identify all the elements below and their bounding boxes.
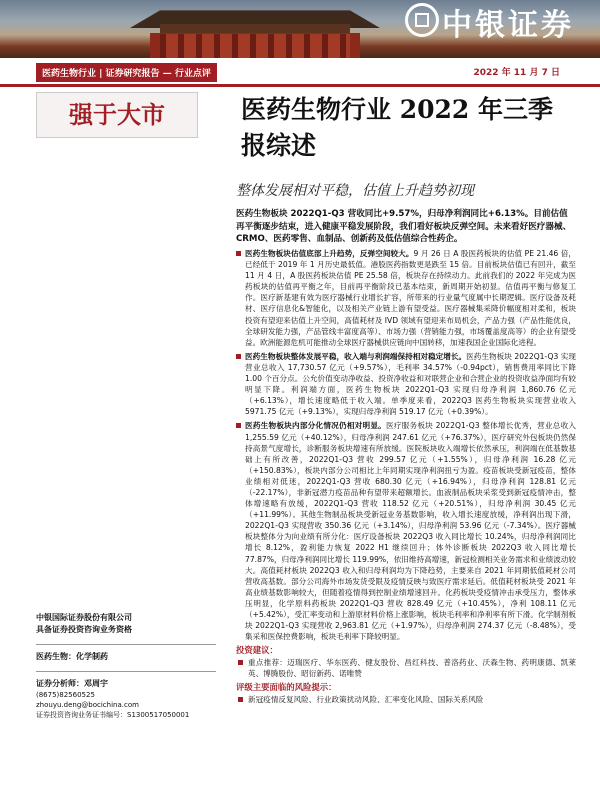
org-name: 中银国际证券股份有限公司 [36,613,132,622]
analyst-cert: 证券投资咨询业务证书编号：S1300517050001 [36,711,190,719]
analyst-phone: (8675)82560525 [36,691,95,699]
header-banner [0,0,600,58]
bullet-overall [236,351,576,418]
bullet-square-icon [236,251,241,256]
risk-line [236,694,576,705]
bullet-square-icon [238,660,243,665]
investment-advice [236,645,576,704]
risk-heading: 评级主要面临的风险提示： [236,681,337,692]
rating-box: 强于大市 [36,92,198,138]
report-title: 医药生物行业 2022 年三季报综述 [241,95,553,160]
risk-text: 新冠疫情反复风险、行业政策扰动风险、汇率变化风险、国际关系风险 [248,694,484,704]
report-topbar [0,58,600,87]
sidebar-info [36,612,216,720]
report-subtitle: 整体发展相对平稳，估值上升趋势初现 [236,183,474,199]
analyst-email[interactable]: zhouyu.deng@bocichina.com [36,701,139,709]
invest-line [236,657,576,679]
bullet-heading: 医药生物板块内部分化情况仍相对明显。 [245,421,386,431]
bullet-divergence [236,420,576,642]
report-date: 2022 年 11 月 7 日 [473,68,560,78]
invest-heading: 投资建议： [236,645,278,656]
sidebar-divider [36,644,216,645]
bullet-text: 医疗服务板块 2022Q1-Q3 整体增长优秀，营业总收入 1,255.59 亿元（+40.12%），归母净利润 247.61 亿元（+76.37%），医疗研究外包板块仍然保持高景气度增长，诊断服务板块增速有所放缓。医院板块收入端增长依然承压，利润端在低基数基础上有所改善，2022Q1-Q3 营收 299.57 亿元（+1.55%），归母净利润 16.28 亿元（+150.83%），板块内部分公司相比上年同期实现净利润扭亏为盈。疫苗板块受新冠疫苗，整体业绩相对低迷，2022Q1-Q3 营收 680.30 亿元（+16.94%），归母净利润 128.81 亿元（-22.17%），非新冠潜力疫苗品种有望带来超额增长。血液制品板块采浆受到新冠疫情冲击，整体增速略有放缓，2022Q1-Q3 营收 118.52 亿元（+20.51%），归母净利润 30.45 亿元（+11.99%）。其他生物制品板块受新冠业务基数影响，收入增长速度放缓，净利润出现下滑，2022Q1-Q3 实现营收 350.36 亿元（+3.14%），归母净利润 53.96 亿元（-7.34%）。医疗器械板块整体分为向业绩有所分化：医疗设备板块 2022Q3 收入同比增长 10.24%，归母净利润同比增长 8.12%，盈利能力恢复 2022 H1 继续回升；体外诊断板块 2022Q3 收入同比增长 77.87%，归母净利润同比增长 119.99%，依旧维持高增速，新冠检测相关业务需求和业绩波动较大。高值耗材板块 2022Q3 收入和归母利润均为下降趋势，主要来自 2021 年同期低值耗材公司营收高基数。部分公司海外市场发货受限及疫情反映与致医疗需求延后。低值耗材板块受 2021 年高业绩基数影响较大，但随着疫情得到控制业绩增速回升。化药板块受疫情冲击承受压力，整体承压明显，化学原料药板块 2022Q1-Q3 营收 828.49 亿元（+10.45%），净利 108.11 亿元（+5.42%），受汇率变动和上游原材料价格上涨影响，板块毛利率和净利率有所下滑。化学制剂板块 2022Q1-Q3 实现营收 2,963.81 亿元（+1.97%），归母净利润 274.37 亿元（-8.48%），受集采和医保控费影响，板块毛利率下降较明显。 [245,421,576,642]
bullet-heading: 医药生物板块估值底部上升趋势，反弹空间较大。 [245,249,414,258]
bullet-valuation [236,248,576,348]
bullet-square-icon [236,354,241,359]
invest-text: 重点推荐：迈瑞医疗、华东医药、健友股份、昌红科技、普洛药业、沃森生物、药明康德、凯莱英、博腾股份、昭衍新药、诺唯赞 [248,658,576,679]
bullet-square-icon [238,697,243,702]
bullet-text: 医药生物板块 2022Q1-Q3 实现营业总收入 17,730.57 亿元（+9.57%），毛利率 34.57%（-0.94pct），销售费用率同比下降 1.00 个百分点。公允价值变动净收益、投资净收益和对联营企业和合营企业的投资收益净面均有较明显下降。利润端方面，医药生物板块 2022Q1-Q3 实现归母净利润 1,860.76 亿元（+6.13%），增长速度略低于收入端。单季度来看，2022Q3 医药生物板块实现营业收入 5971.75 亿元（+9.13%），实现归母净利润 519.17 亿元（+0.39%）。 [245,351,577,417]
bullet-heading: 医药生物板块整体发展平稳，收入端与利润端保持相对稳定增长。 [245,351,467,361]
section-label: 医药生物行业 | 证券研究报告 — 行业点评 [36,63,217,82]
analyst-name: 证券分析师：邓周宇 [36,679,108,688]
report-summary: 医药生物板块 2022Q1-Q3 营收同比+9.57%，归母净利润同比+6.13%。目前估值再平衡逐步结束，进入健康平稳发展阶段，我们看好板块反弹空间。未来看好医疗器械、CRMO、医药零售、血制品、创新药及低估值综合性药企。 [236,209,572,244]
bullet-square-icon [236,423,241,428]
sector-category: 医药生物：化学制药 [36,652,108,661]
brand-name: 中银证券 [442,8,574,43]
boc-logo-square-icon [415,13,429,27]
report-body [236,248,576,706]
sidebar-divider [36,671,216,672]
bullet-text: 9 月 26 日 A 股医药板块的估值 PE 21.46 倍，已经低于 2019 年 1 月历史最低值。港股医药指数更是跌至 15 倍。目前板块估值已有回升，截至 11 月 4 日，A 股医药板块估值 PE 25.58 倍，板块存在持续动力。此前我们的 2022 年完成为医药板块的估值再平衡之年，目前再平衡阶段已基本结束，新周期开始初显。估值再平衡与修复工作。医疗新基建有效为医疗器械行业增长扩容，所带来的行业量气度属中长期逻辑。医疗设备及耗材、医疗信息化&智能化，以及相关产业链上游有望受益。医疗器械集采降价幅度相对柔和，板块投资有望迎来估值上升空间，高值耗材及 IVD 领域有望迎来布局机会，产品力强（产品性能优良，全球研发能力强，产品管线丰富度高等）、市场力强（营销能力强，市场覆盖度高等）的企业有望受益。欧洲能源危机可能推动全球医疗器械供应链向中国转移，加速我国企业国际化进程。 [245,249,577,347]
palace-pillars [160,34,350,58]
org-qualification: 具备证券投资咨询业务资格 [36,625,132,634]
